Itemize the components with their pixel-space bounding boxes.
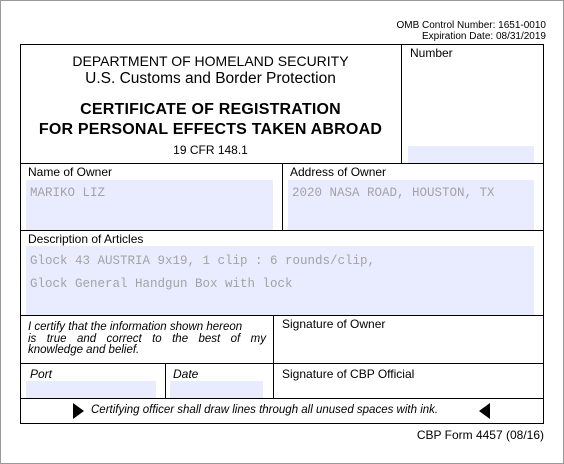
omb-expiration-date: Expiration Date: 08/31/2019 xyxy=(422,31,546,42)
number-field[interactable] xyxy=(408,146,534,163)
agency-name: U.S. Customs and Border Protection xyxy=(85,70,336,87)
address-of-owner-label: Address of Owner xyxy=(290,165,387,179)
articles-line-2: Glock General Handgun Box with lock xyxy=(30,277,293,291)
certification-line-2: is true and correct to the best of my xyxy=(28,332,266,345)
address-of-owner-value: 2020 NASA ROAD, HOUSTON, TX xyxy=(292,186,495,200)
omb-block xyxy=(396,20,546,42)
regulation-citation: 19 CFR 148.1 xyxy=(173,143,248,157)
name-of-owner-label: Name of Owner xyxy=(28,165,113,179)
certification-line-3: knowledge and belief. xyxy=(28,344,140,356)
form-title-line1: CERTIFICATE OF REGISTRATION xyxy=(80,101,341,118)
description-of-articles-label: Description of Articles xyxy=(28,232,144,246)
port-field[interactable] xyxy=(26,381,156,398)
certification-statement xyxy=(28,322,266,357)
name-of-owner-field[interactable] xyxy=(26,180,273,230)
name-of-owner-value: MARIKO LIZ xyxy=(30,186,106,200)
arrow-right-icon xyxy=(73,403,84,419)
address-of-owner-field[interactable] xyxy=(288,180,534,230)
signature-of-cbp-official-label: Signature of CBP Official xyxy=(282,367,415,381)
omb-control-number: OMB Control Number: 1651-0010 xyxy=(396,20,546,31)
certifying-officer-note: Certifying officer shall draw lines through all unused spaces with ink. xyxy=(91,404,439,416)
form-title-line2: FOR PERSONAL EFFECTS TAKEN ABROAD xyxy=(38,121,383,138)
form-number: CBP Form 4457 (08/16) xyxy=(416,428,544,442)
department-name: DEPARTMENT OF HOMELAND SECURITY xyxy=(72,53,349,69)
articles-line-1: Glock 43 AUSTRIA 9x19, 1 clip : 6 rounds/clip, xyxy=(30,254,376,268)
date-label: Date xyxy=(173,367,199,381)
number-label: Number xyxy=(410,46,453,60)
port-label: Port xyxy=(30,367,53,381)
arrow-left-icon xyxy=(479,403,490,419)
date-field[interactable] xyxy=(170,381,263,398)
signature-of-owner-label: Signature of Owner xyxy=(282,317,386,331)
description-of-articles-field[interactable] xyxy=(26,246,534,315)
certification-line-1: I certify that the information shown hereon xyxy=(28,321,243,333)
